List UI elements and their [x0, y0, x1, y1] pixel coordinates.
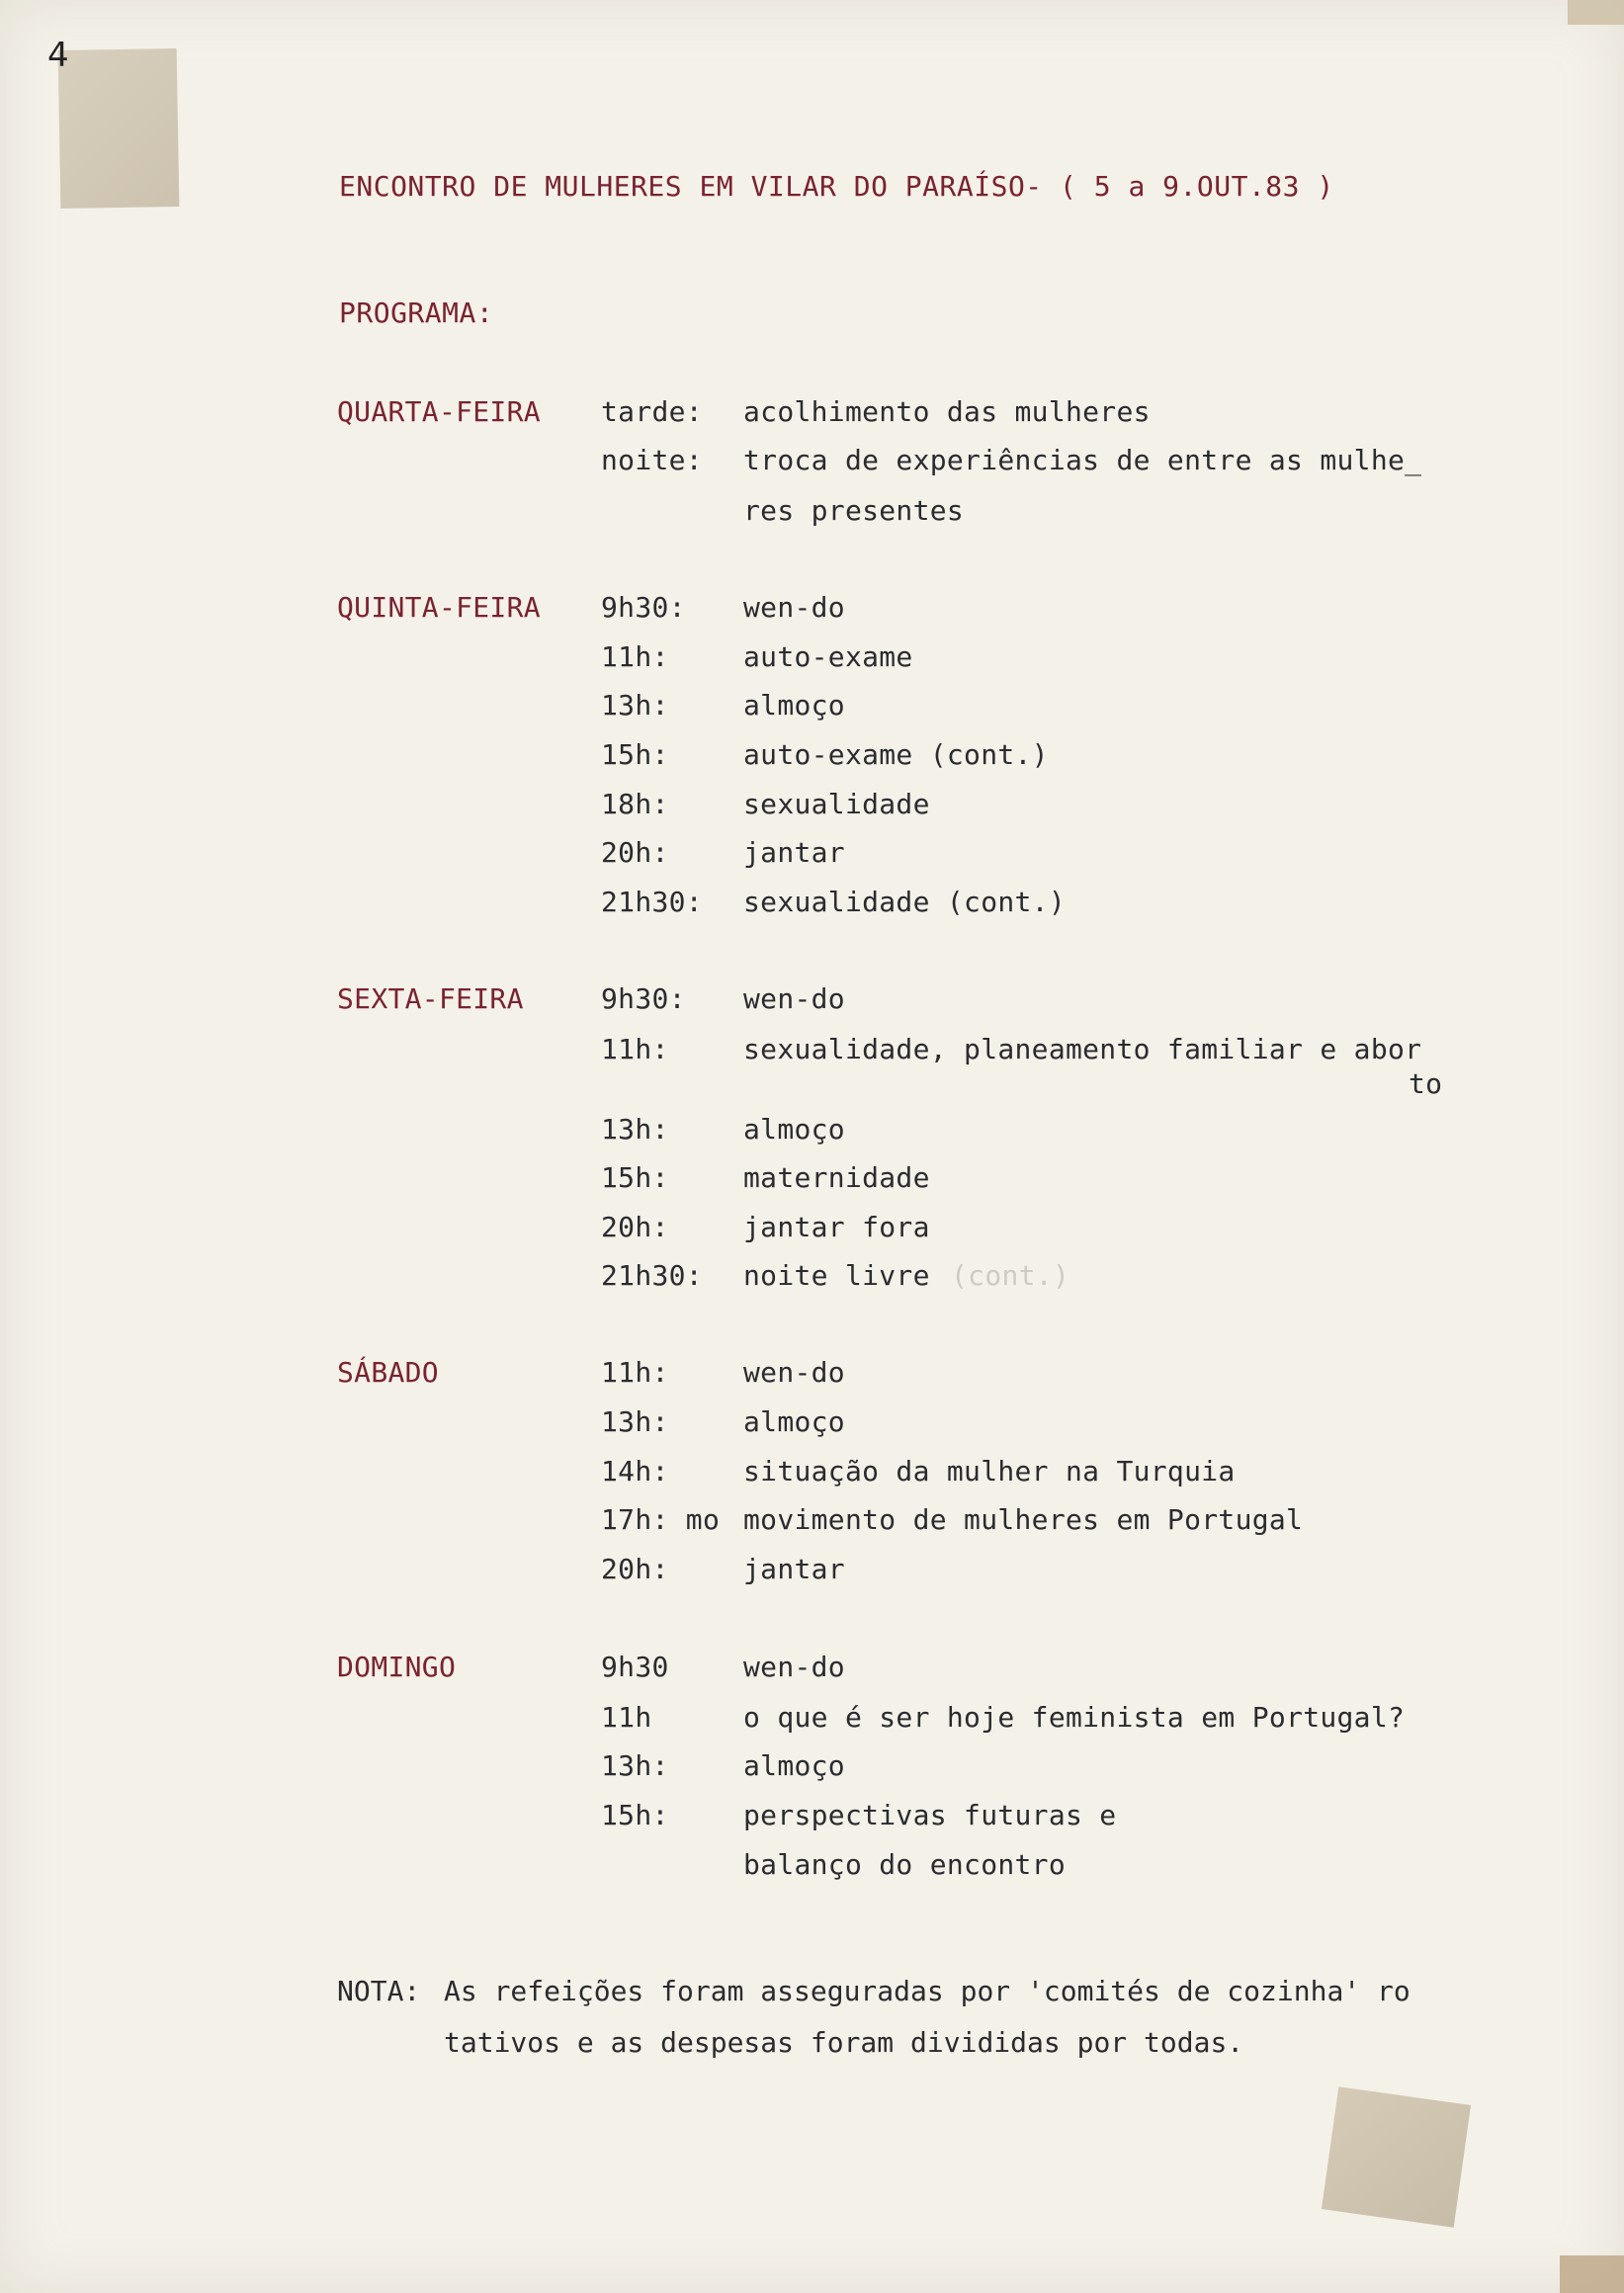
activity-text: res presentes — [743, 494, 965, 527]
tape-top-right-corner — [1568, 0, 1624, 25]
activity-text: acolhimento das mulheres — [743, 395, 1151, 428]
activity-text: jantar — [743, 1553, 845, 1585]
activity-text: perspectivas futuras e — [743, 1799, 1117, 1831]
time-label: 13h: — [601, 689, 669, 722]
activity-text: maternidade — [743, 1161, 930, 1194]
time-label: 20h: — [601, 1211, 669, 1243]
activity-text: sexualidade, planeamento familiar e abor — [743, 1033, 1422, 1065]
activity-text: jantar — [743, 836, 845, 869]
time-label: 17h: mo — [601, 1503, 721, 1536]
time-label: 11h — [601, 1701, 652, 1734]
time-label: 14h: — [601, 1455, 669, 1487]
page-number: 4 — [47, 36, 69, 75]
program-heading: PROGRAMA: — [339, 297, 494, 329]
time-label: 15h: — [601, 738, 669, 771]
time-label: 13h: — [601, 1405, 669, 1438]
activity-text: noite livre — [743, 1259, 930, 1292]
activity-text: auto-exame — [743, 640, 913, 673]
activity-text: wen-do — [743, 982, 845, 1015]
time-label: 13h: — [601, 1749, 669, 1782]
activity-text: almoço — [743, 1749, 845, 1782]
time-label: 21h30: — [601, 1259, 703, 1292]
time-label: 11h: — [601, 1033, 669, 1065]
time-label: 11h: — [601, 640, 669, 673]
day-label: QUINTA-FEIRA — [337, 591, 541, 624]
time-label: 20h: — [601, 1553, 669, 1585]
time-label: 11h: — [601, 1356, 669, 1389]
tape-bottom-right — [1322, 2086, 1471, 2228]
activity-text: almoço — [743, 689, 845, 722]
activity-text: almoço — [743, 1113, 845, 1146]
activity-text: almoço — [743, 1405, 845, 1438]
note-text-line-2: tativos e as despesas foram divididas por todas. — [444, 2026, 1244, 2059]
time-label: 15h: — [601, 1799, 669, 1831]
activity-text: o que é ser hoje feminista em Portugal? — [743, 1701, 1406, 1734]
time-label: 13h: — [601, 1113, 669, 1146]
activity-text: auto-exame (cont.) — [743, 738, 1049, 771]
day-label: SEXTA-FEIRA — [337, 982, 524, 1015]
day-label: SÁBADO — [337, 1356, 439, 1389]
day-label: DOMINGO — [337, 1651, 457, 1683]
time-label: 9h30: — [601, 982, 686, 1015]
activity-continuation: to — [1409, 1067, 1443, 1100]
time-label: 20h: — [601, 836, 669, 869]
time-label: noite: — [601, 444, 703, 476]
activity-text: balanço do encontro — [743, 1848, 1066, 1881]
time-label: 21h30: — [601, 886, 703, 918]
document-title: ENCONTRO DE MULHERES EM VILAR DO PARAÍSO- ( 5 a 9.OUT.83 ) — [339, 170, 1334, 203]
note-label: NOTA: — [337, 1975, 421, 2007]
tape-top-left — [58, 48, 180, 209]
time-label: tarde: — [601, 395, 703, 428]
activity-text: sexualidade — [743, 788, 930, 820]
time-label: 9h30 — [601, 1651, 669, 1683]
time-label: 18h: — [601, 788, 669, 820]
activity-text: wen-do — [743, 1651, 845, 1683]
activity-text: situação da mulher na Turquia — [743, 1455, 1236, 1487]
tape-bottom-right-corner — [1560, 2255, 1624, 2293]
activity-text: troca de experiências de entre as mulhe_ — [743, 444, 1422, 476]
day-label: QUARTA-FEIRA — [337, 395, 541, 428]
activity-text: wen-do — [743, 591, 845, 624]
activity-text: wen-do — [743, 1356, 845, 1389]
time-label: 9h30: — [601, 591, 686, 624]
activity-text: movimento de mulheres em Portugal — [743, 1503, 1304, 1536]
activity-text: jantar fora — [743, 1211, 930, 1243]
note-text-line-1: As refeições foram asseguradas por 'comités de cozinha' ro — [444, 1975, 1410, 2007]
time-label: 15h: — [601, 1161, 669, 1194]
faded-annotation: (cont.) — [951, 1259, 1070, 1292]
activity-text: sexualidade (cont.) — [743, 886, 1066, 918]
